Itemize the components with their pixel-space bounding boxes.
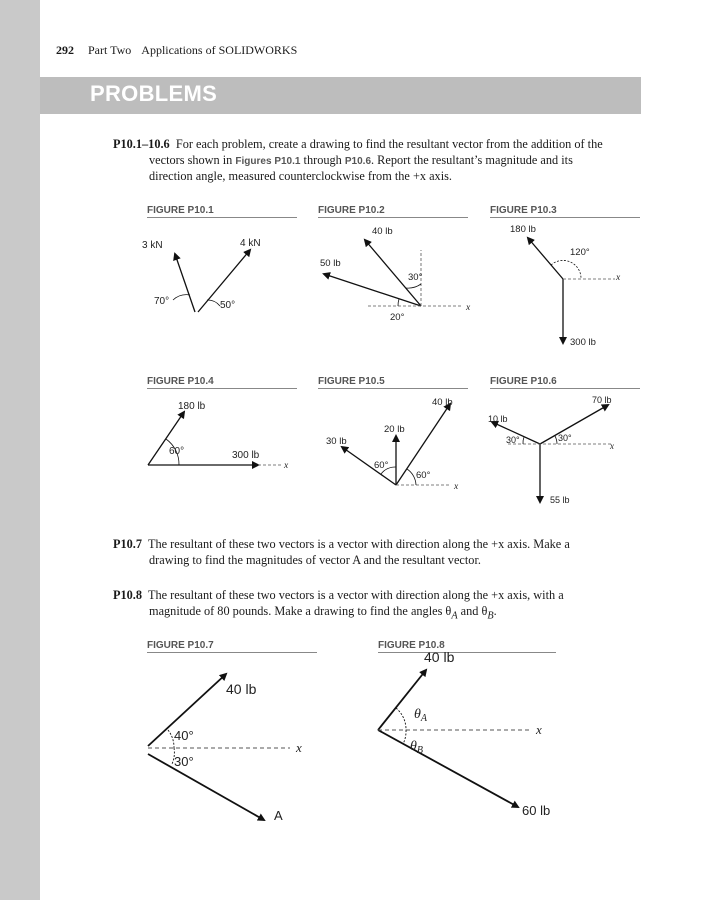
label-4kn: 4 kN (240, 238, 261, 249)
vector-A (148, 754, 264, 820)
angle-arc (406, 284, 421, 288)
section-title: PROBLEMS (90, 81, 218, 106)
problem-text: For each problem, create a drawing to find the resultant vector from the addition of the vectors shown in (149, 137, 603, 167)
figure-title: FIGURE P10.1 (147, 205, 297, 218)
vector-70lb (540, 405, 608, 444)
book-title: Applications of SOLIDWORKS (141, 43, 298, 57)
label-x: x (536, 722, 542, 737)
figure-title: FIGURE P10.4 (147, 376, 297, 389)
label-angle-30: 30° (558, 433, 572, 443)
vector-50lb (324, 274, 421, 306)
problem-id: P10.8 (113, 588, 143, 602)
running-header (56, 43, 297, 58)
label-40lb: 40 lb (432, 397, 453, 408)
label-angle-30: 30° (408, 272, 423, 283)
problem-text: The resultant of these two vectors is a vector with direction along the +x axis. Make a drawing to find the magnitudes of vector A and the resultant vector. (147, 537, 570, 567)
angle-arc (555, 436, 557, 444)
part-label: Part Two (88, 43, 132, 57)
label-x: x (454, 482, 459, 492)
label-angle-60: 60° (169, 446, 185, 457)
label-50lb: 50 lb (320, 258, 341, 269)
label-angle-120: 120° (570, 247, 590, 258)
angle-arc (403, 730, 406, 744)
label-10lb: 10 lb (488, 414, 508, 424)
label-180lb: 180 lb (178, 401, 206, 412)
label-3kn: 3 kN (142, 240, 163, 251)
figure-title: FIGURE P10.3 (490, 205, 640, 218)
figure-title: FIGURE P10.5 (318, 376, 468, 389)
label-theta-a (414, 707, 428, 724)
problem-id: P10.1–10.6 (113, 137, 170, 151)
figure-title: FIGURE P10.6 (490, 376, 640, 389)
vector-60lb (378, 730, 518, 807)
problem-text: The resultant of these two vectors is a vector with direction along the +x axis, with a magnitude of 80 pounds. Make a drawing to find the angles θ (147, 588, 564, 618)
label-40lb: 40 lb (226, 681, 257, 697)
problem-id: P10.7 (113, 537, 143, 551)
figure-p10-4-diagram (140, 392, 300, 477)
page-gutter (0, 0, 40, 900)
label-x: x (610, 441, 614, 451)
problem-text: . Report the resultant’s magnitude and its direction angle, measured counterclockwise from the +x axis. (149, 152, 573, 183)
problem-p10-1-6 (113, 137, 613, 185)
problem-text: and θ (460, 603, 488, 618)
label-angle-30: 30° (506, 435, 520, 445)
figure-ref: P10.6 (344, 155, 372, 167)
label-angle-30: 30° (174, 754, 194, 769)
label-angle-50: 50° (220, 300, 236, 311)
figure-p10-1-diagram (140, 220, 310, 330)
theta-subscript: B (416, 745, 423, 756)
figure-p10-5-diagram (318, 392, 483, 492)
label-300lb: 300 lb (232, 450, 260, 461)
figure-p10-8-diagram (370, 649, 570, 822)
angle-arc (207, 300, 220, 306)
label-180lb: 180 lb (510, 224, 536, 235)
subscript: B (487, 609, 494, 621)
label-55lb: 55 lb (550, 495, 570, 505)
label-70lb: 70 lb (592, 395, 612, 405)
figure-title: FIGURE P10.2 (318, 205, 468, 218)
figure-p10-7-diagram (140, 662, 320, 827)
label-x: x (284, 461, 289, 471)
label-angle-60: 60° (374, 460, 389, 471)
label-angle-70: 70° (154, 296, 170, 307)
label-x: x (466, 303, 471, 313)
label-theta-b (410, 739, 423, 756)
section-banner (40, 77, 641, 114)
problem-text: . (493, 603, 497, 618)
label-40lb: 40 lb (372, 226, 393, 237)
vector-3kn (175, 254, 195, 312)
theta-symbol: θ (410, 739, 417, 754)
subscript: A (451, 609, 458, 621)
label-300lb: 300 lb (570, 337, 596, 348)
label-x: x (296, 740, 302, 755)
page-number: 292 (56, 43, 74, 57)
theta-subscript: A (420, 713, 427, 724)
label-angle-40: 40° (174, 728, 194, 743)
angle-arc (398, 299, 399, 306)
label-30lb: 30 lb (326, 436, 347, 447)
vector-180lb (528, 238, 563, 279)
label-60lb: 60 lb (522, 803, 551, 818)
angle-arc (396, 708, 406, 730)
figure-p10-6-diagram (480, 392, 640, 512)
angle-arc (523, 437, 524, 444)
label-angle-20: 20° (390, 312, 405, 323)
label-x: x (616, 273, 621, 283)
problem-text: through (303, 152, 342, 167)
figure-p10-2-diagram (318, 220, 483, 330)
figure-title: FIGURE P10.8 (378, 640, 556, 653)
label-vector-A: A (274, 808, 283, 823)
figure-ref: Figures P10.1 (235, 155, 301, 167)
label-20lb: 20 lb (384, 424, 405, 435)
figure-p10-3-diagram (490, 220, 640, 355)
problem-p10-8 (113, 588, 613, 623)
label-40lb: 40 lb (424, 649, 455, 665)
angle-arc (173, 295, 190, 300)
angle-arc (407, 469, 416, 485)
figure-title: FIGURE P10.7 (147, 640, 317, 653)
problem-p10-7 (113, 537, 613, 568)
label-angle-60: 60° (416, 470, 431, 481)
theta-symbol: θ (414, 707, 421, 722)
